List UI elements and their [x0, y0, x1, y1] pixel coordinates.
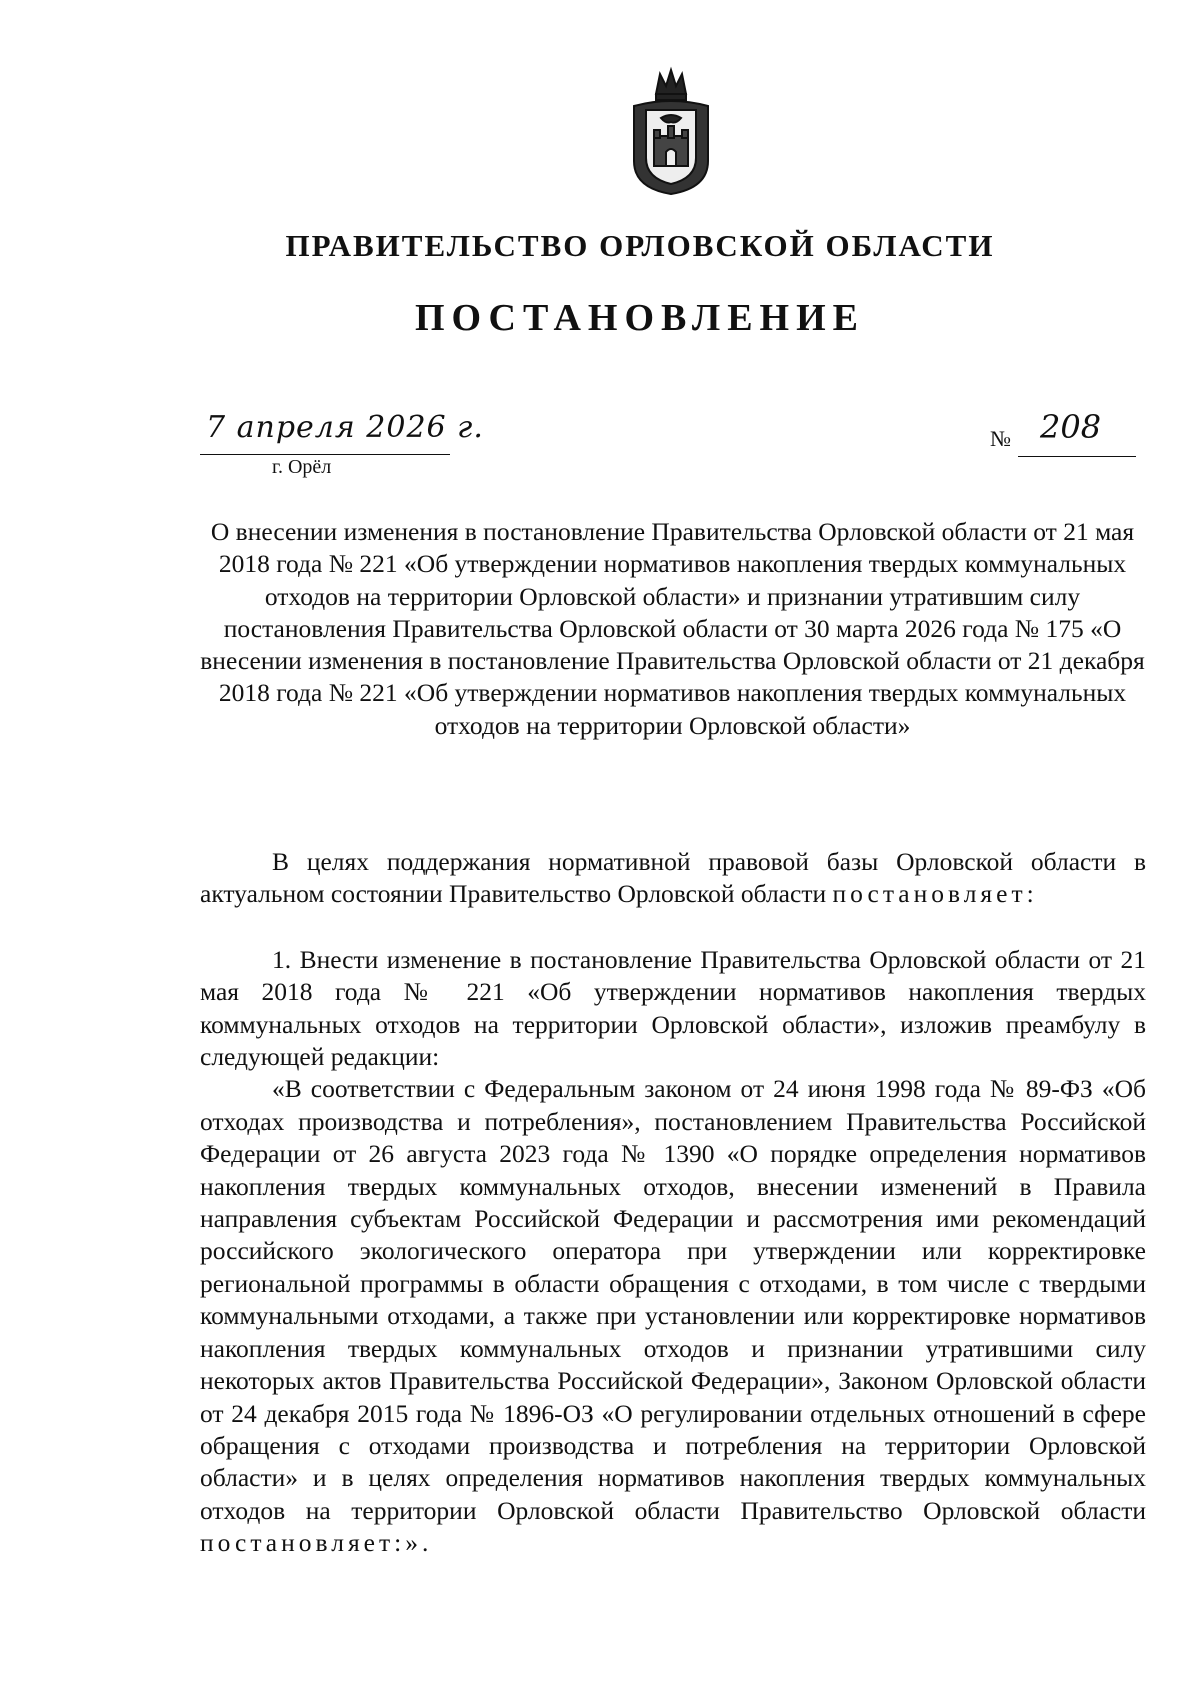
organization-title: ПРАВИТЕЛЬСТВО ОРЛОВСКОЙ ОБЛАСТИ [285, 228, 995, 263]
city-label: г. Орёл [272, 456, 332, 478]
paragraph-text: «В соответствии с Федеральным законом от 24 июня 1998 года № 89-ФЗ «Об отходах производства и потребления», постановлением Правительства Российской Федерации от 26 августа 2023 года № 1390 «О порядке определения нормативов накопления твердых коммунальных отходов, внесении изменений в Правила направления субъектам Российской Федерации и рассмотрения ими рекомендаций российского экологического оператора при утверждении или корректировке региональной программы в области обращения с отходами, в том числе с твердыми коммунальными отходами, а также при установлении или корректировке нормативов накопления твердых коммунальных отходов и признании утратившими силу некоторых актов Правительства Российской Федерации», Законом Орловской области от 24 декабря 2015 года № 1896-ОЗ «О регулировании отдельных отношений в сфере обращения с отходами производства и потребления на территории Орловской области» и в целях определения нормативов накопления твердых коммунальных отходов на территории Орловской области Правительство Орловской области [200, 1074, 1146, 1525]
resolves-word: постановляет:». [200, 1528, 433, 1558]
paragraph-new-preamble [200, 1073, 1146, 1559]
paragraph-preamble [200, 846, 1146, 911]
document-type-title: ПОСТАНОВЛЕНИЕ [414, 297, 866, 339]
document-body [200, 846, 1146, 1560]
document-heading: О внесении изменения в постановление Правительства Орловской области от 21 мая 2018 года № 221 «Об утверждении нормативов накопления твердых коммунальных отходов на территории Орловской области» и признании утратившим силу постановления Правительства Орловской области от 30 марта 2026 года № 175 «О внесении изменения в постановление Правительства Орловской области от 21 декабря 2018 года № 221 «Об утверждении нормативов накопления твердых коммунальных отходов на территории Орловской области» [200, 517, 1145, 740]
orel-oblast-coat-of-arms [626, 66, 716, 196]
paragraph-text: В целях поддержания нормативной правовой базы Орловской области в актуальном состоянии Правительство Орловской области [200, 847, 1146, 909]
number-label: № [990, 426, 1011, 451]
paragraph-item-1: 1. Внести изменение в постановление Правительства Орловской области от 21 мая 2018 года № 221 «Об утверждении нормативов накопления твердых коммунальных отходов на территории Орловской области», изложив преамбулу в следующей редакции: [200, 944, 1146, 1072]
handwritten-date: 7 апреля 2026 г. [206, 410, 484, 445]
handwritten-number: 208 [1040, 408, 1102, 446]
resolves-word: постановляет: [832, 879, 1038, 909]
